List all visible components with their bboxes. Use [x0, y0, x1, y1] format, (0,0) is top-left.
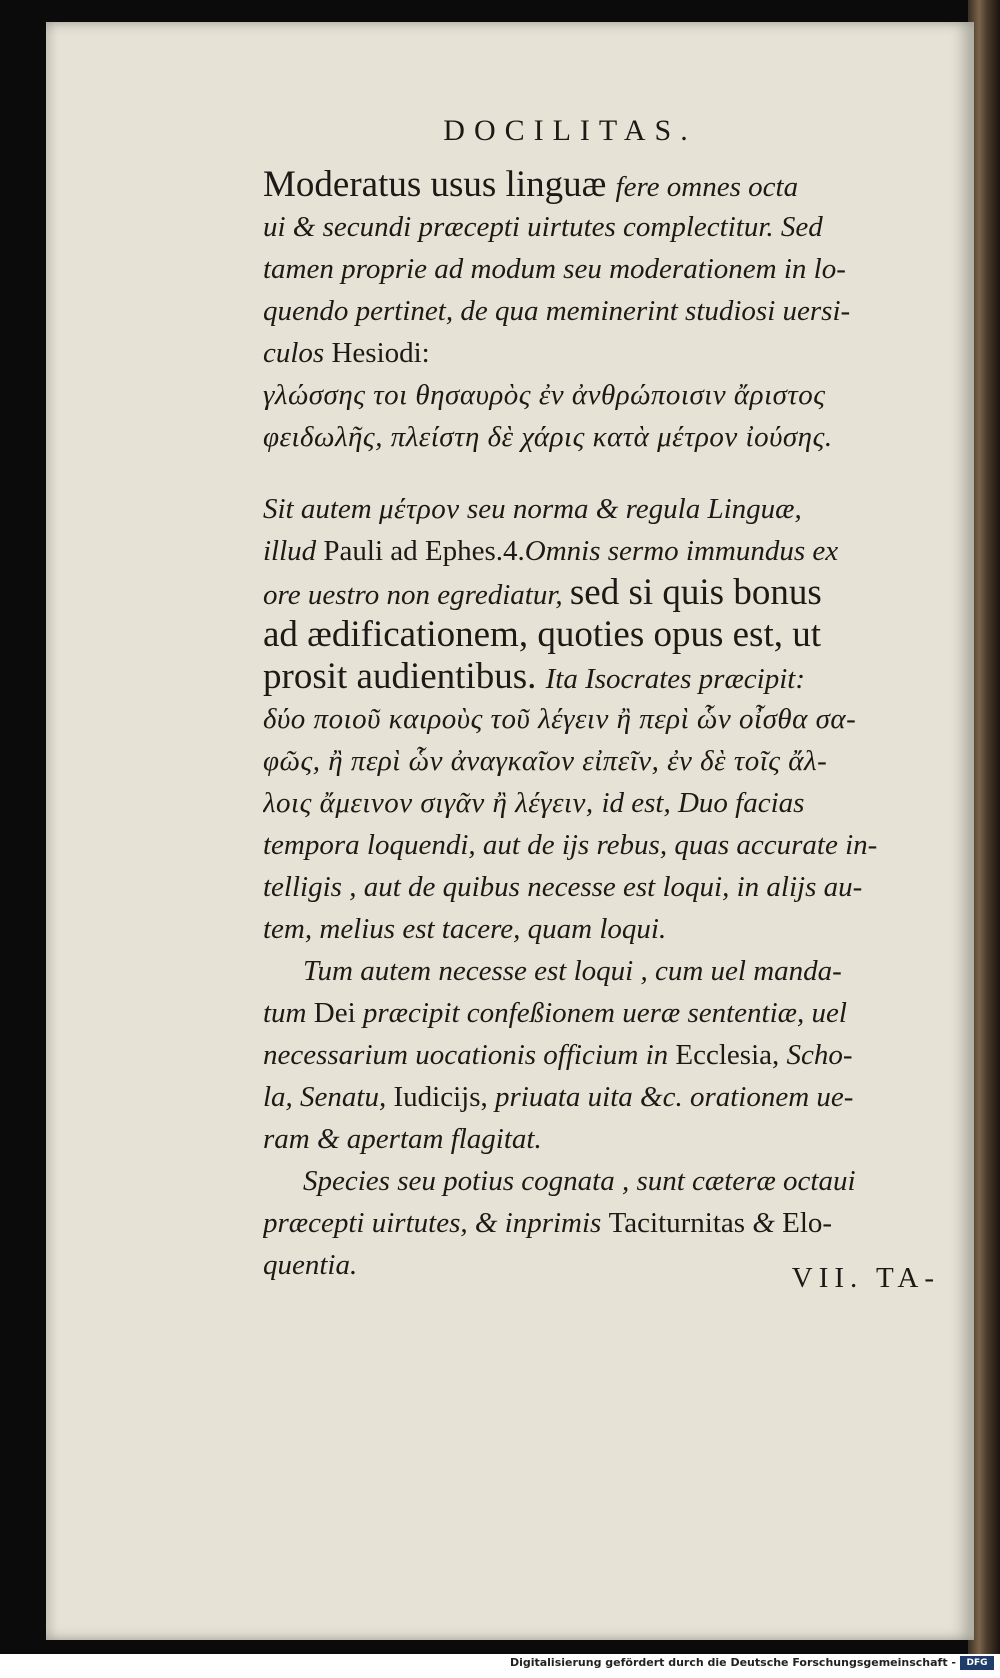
text-segment: tamen proprie ad modum seu moderationem in lo-	[263, 253, 846, 285]
text-segment: præcipit confeßionem ueræ sententiæ, uel	[355, 997, 847, 1029]
text-line	[263, 488, 946, 530]
body-text	[263, 164, 946, 1286]
text-segment: prosit audientibus.	[263, 656, 546, 697]
text-line	[263, 950, 946, 992]
text-segment: φειδωλῆς, πλείστη δὲ χάρις κατὰ μέτρον ἰούσης.	[263, 421, 833, 453]
text-segment: Species seu potius cognata , sunt cæteræ octaui	[303, 1165, 856, 1197]
text-line	[263, 824, 946, 866]
text-segment: necessarium uocationis officium in	[263, 1039, 676, 1071]
text-segment: Elo-	[782, 1207, 833, 1239]
text-segment: Taciturnitas	[608, 1207, 746, 1239]
text-line	[263, 332, 946, 374]
text-segment: seu norma & regula	[459, 493, 708, 525]
text-segment: tum	[263, 997, 314, 1029]
text-segment: &	[745, 1207, 783, 1239]
text-segment: priuata uita &c. orationem ue-	[487, 1081, 854, 1113]
text-segment: ui & secundi præcepti uirtutes complectitur. Sed	[263, 211, 823, 243]
book-page	[46, 22, 974, 1640]
text-segment: Hesiodi:	[331, 337, 430, 369]
text-line	[263, 1034, 946, 1076]
text-line	[263, 530, 946, 572]
text-segment: Sit autem	[263, 493, 379, 525]
dfg-logo: DFG	[960, 1656, 994, 1670]
text-segment: tem, melius est tacere, quam loqui.	[263, 913, 667, 945]
text-segment: Linguæ,	[707, 493, 802, 525]
text-segment: λοις ἄμεινον σιγᾶν ἢ λέγειν,	[263, 787, 602, 819]
text-segment: illud	[263, 535, 324, 567]
text-segment: culos	[263, 337, 332, 369]
text-segment: Dei	[313, 997, 356, 1029]
running-head: DOCILITAS.	[443, 114, 697, 147]
text-segment: Pauli ad Ephes.4.	[323, 535, 525, 567]
text-line	[263, 698, 946, 740]
text-line	[263, 866, 946, 908]
text-line	[263, 572, 946, 614]
text-segment: telligis , aut de quibus necesse est loqui, in alijs au-	[263, 871, 863, 903]
text-segment: ram & apertam flagitat.	[263, 1123, 542, 1155]
text-segment: la, Senatu,	[263, 1081, 394, 1113]
text-segment: δύο ποιοῦ καιροὺς τοῦ λέγειν ἢ περὶ ὧν οἶσθα σα-	[263, 703, 857, 735]
text-line	[263, 290, 946, 332]
text-segment: Ita Isocrates præcipit:	[545, 663, 805, 695]
text-segment: id est, Duo facias	[601, 787, 805, 819]
text-line	[263, 1202, 946, 1244]
text-segment: quendo pertinet, de qua meminerint studiosi uersi-	[263, 295, 851, 327]
text-line	[263, 656, 946, 698]
text-segment: ad ædificationem, quoties opus est, ut	[263, 614, 821, 655]
text-line	[263, 416, 946, 458]
text-line	[263, 374, 946, 416]
text-line	[263, 164, 946, 206]
funding-credit: Digitalisierung gefördert durch die Deutsche Forschungsgemeinschaft -	[509, 1656, 956, 1669]
text-segment: Moderatus usus linguæ	[263, 164, 616, 205]
text-segment: Tum autem necesse est loqui , cum uel manda-	[303, 955, 842, 987]
text-segment: Iudicijs,	[393, 1081, 488, 1113]
text-segment: Omnis sermo immundus ex	[524, 535, 839, 567]
text-segment: fere omnes octa	[615, 171, 799, 203]
text-segment: tempora loquendi, aut de ijs rebus, quas accurate in-	[263, 829, 878, 861]
text-segment: quentia.	[263, 1249, 358, 1281]
text-line	[263, 1076, 946, 1118]
text-line	[263, 248, 946, 290]
text-segment: μέτρον	[379, 493, 460, 525]
text-segment: Ecclesia,	[675, 1039, 780, 1071]
text-segment: γλώσσης τοι θησαυρὸς ἐν ἀνθρώποισιν ἄριστος	[263, 379, 826, 411]
text-line	[263, 614, 946, 656]
text-segment: Scho-	[779, 1039, 853, 1071]
text-line	[263, 782, 946, 824]
text-segment: sed si quis bonus	[569, 572, 822, 613]
catchword: VII. TA-	[791, 1262, 940, 1294]
text-line	[263, 1160, 946, 1202]
text-line	[263, 1118, 946, 1160]
text-line	[263, 992, 946, 1034]
text-segment: ore uestro non egrediatur,	[263, 579, 570, 611]
text-line	[263, 206, 946, 248]
text-line	[263, 908, 946, 950]
text-segment: φῶς, ἢ περὶ ὧν ἀναγκαῖον εἰπεῖν, ἐν δὲ τοῖς ἄλ-	[263, 745, 828, 777]
text-segment: præcepti uirtutes, & inprimis	[263, 1207, 609, 1239]
text-line	[263, 740, 946, 782]
